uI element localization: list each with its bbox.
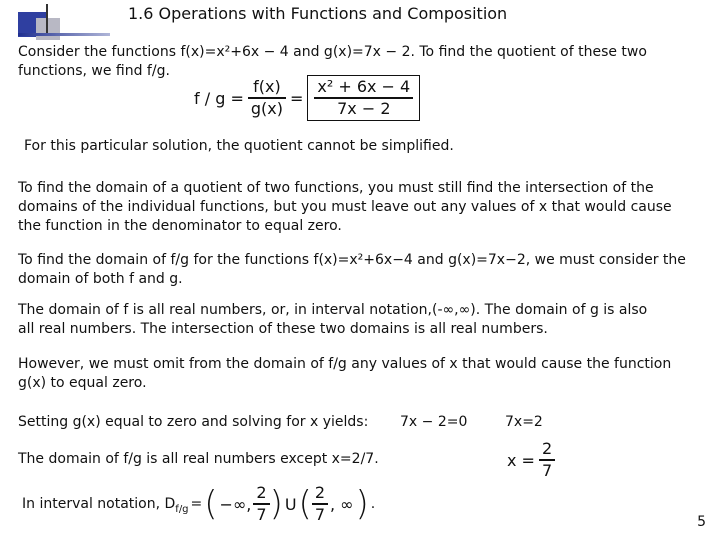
interval-text: In interval notation, D xyxy=(22,496,176,512)
fraction-denominator: 7 xyxy=(541,460,553,480)
domain-quotient-line-3: the function in the denominator to equal zero. xyxy=(18,218,342,234)
equation-7x-minus-2: 7x − 2=0 xyxy=(400,414,468,430)
x-equals-2-over-7 xyxy=(507,440,555,480)
interval-notation xyxy=(22,482,375,526)
fraction-denominator-polynomial: 7x − 2 xyxy=(337,98,391,118)
solve-gx-text: Setting g(x) equal to zero and solving for x yields: xyxy=(18,414,369,430)
fraction-2-over-7-right xyxy=(312,483,328,525)
formula-lhs: f / g = xyxy=(194,88,244,108)
quotient-formula xyxy=(194,76,420,120)
formula-equals: = xyxy=(289,88,304,108)
domain-quotient-line-2: domains of the individual functions, but you must leave out any values of x that would cause xyxy=(18,199,672,215)
domain-fg-line-2: domain of both f and g. xyxy=(18,271,183,287)
fraction-denominator: 7 xyxy=(314,504,325,524)
intro-line-1: Consider the functions f(x)=x²+6x − 4 and g(x)=7x − 2. To find the quotient of these two xyxy=(18,44,647,60)
page-number: 5 xyxy=(697,514,706,530)
fraction-numerator-polynomial: x² + 6x − 4 xyxy=(317,77,411,97)
domain-f-g-line-2: all real numbers. The intersection of these two domains is all real numbers. xyxy=(18,321,548,337)
omit-line-2: g(x) to equal zero. xyxy=(18,375,147,391)
union-symbol: U xyxy=(284,494,297,514)
fraction-2-over-7-left xyxy=(253,483,269,525)
close-paren-1: ) xyxy=(269,484,283,524)
interval-equals: = xyxy=(190,496,203,512)
header-accent-bar xyxy=(18,33,110,36)
omit-line-1: However, we must omit from the domain of f/g any values of x that would cause the function xyxy=(18,356,672,372)
fraction-2-over-7 xyxy=(539,439,555,481)
domain-except-text: The domain of f/g is all real numbers except x=2/7. xyxy=(18,451,379,467)
equation-7x-equals-2: 7x=2 xyxy=(505,414,543,430)
domain-quotient-line-1: To find the domain of a quotient of two functions, you must still find the intersection of the xyxy=(18,180,654,196)
fraction-numerator-fx: f(x) xyxy=(253,77,281,97)
open-paren-2: ( xyxy=(298,484,312,524)
fraction-f-over-g xyxy=(248,77,286,119)
open-paren-1: ( xyxy=(204,484,218,524)
neg-infinity: −∞, xyxy=(219,494,252,514)
intro-line-2: functions, we find f/g. xyxy=(18,63,170,79)
domain-f-g-line-1: The domain of f is all real numbers, or, in interval notation,(-∞,∞). The domain of g is also xyxy=(18,302,648,318)
domain-fg-line-1: To find the domain of f/g for the functions f(x)=x²+6x−4 and g(x)=7x−2, we must consider the xyxy=(18,252,686,268)
header-logo-square-gray xyxy=(36,18,60,40)
simplify-note: For this particular solution, the quotient cannot be simplified. xyxy=(24,138,454,154)
fraction-denominator: 7 xyxy=(256,504,267,524)
period: . xyxy=(370,496,376,512)
fraction-denominator-gx: g(x) xyxy=(250,98,283,118)
fraction-polynomial xyxy=(314,77,413,119)
x-lhs: x = xyxy=(507,450,535,470)
pos-infinity: , ∞ xyxy=(330,494,354,514)
domain-subscript: f/g xyxy=(175,503,189,515)
fraction-numerator: 2 xyxy=(256,483,267,503)
slide-title: 1.6 Operations with Functions and Composition xyxy=(128,4,508,23)
close-paren-2: ) xyxy=(355,484,369,524)
fraction-numerator: 2 xyxy=(541,439,553,459)
fraction-numerator: 2 xyxy=(314,483,325,503)
boxed-fraction xyxy=(307,75,420,121)
header-logo-line xyxy=(46,4,48,34)
